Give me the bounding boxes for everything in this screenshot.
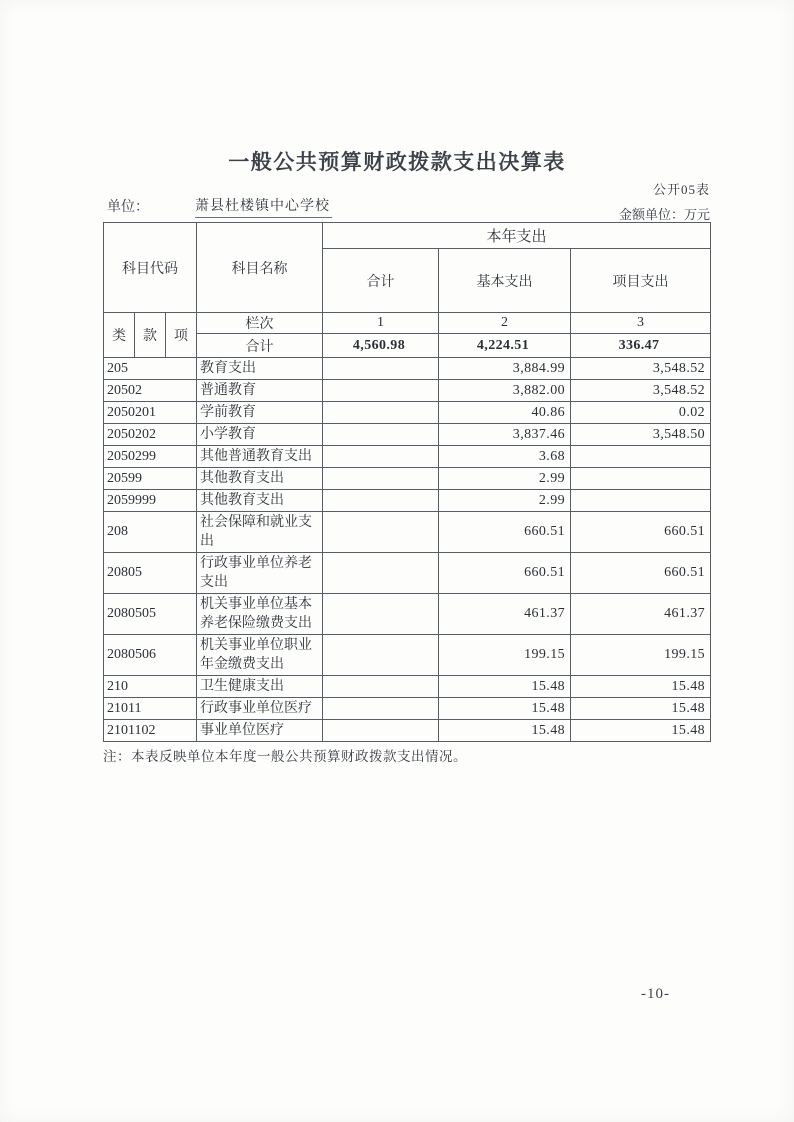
subject-code-cell: 208 [104, 512, 197, 553]
header-col-total: 合计 [323, 249, 439, 313]
project-value-cell [571, 468, 711, 490]
subject-name-cell: 机关事业单位基本养老保险缴费支出 [197, 594, 323, 635]
project-value-cell: 660.51 [571, 512, 711, 553]
table-row [104, 446, 711, 468]
subject-code-cell: 210 [104, 676, 197, 698]
table-row [104, 468, 711, 490]
header-column-index-label: 栏次 [197, 313, 323, 334]
subject-name-cell: 教育支出 [197, 358, 323, 380]
subject-name-cell: 其他教育支出 [197, 468, 323, 490]
totals-project-value: 336.47 [571, 334, 711, 358]
budget-table-container [103, 222, 710, 765]
header-col-no-3: 3 [571, 313, 711, 334]
totals-total-value: 4,560.98 [323, 334, 439, 358]
subject-name-cell: 小学教育 [197, 424, 323, 446]
basic-value-cell: 15.48 [439, 698, 571, 720]
basic-value-cell: 660.51 [439, 512, 571, 553]
total-value-cell [323, 358, 439, 380]
table-row [104, 698, 711, 720]
header-subject-code: 科目代码 [104, 223, 197, 313]
header-sub-section: 款 [135, 313, 166, 358]
project-value-cell: 3,548.52 [571, 358, 711, 380]
project-value-cell: 461.37 [571, 594, 711, 635]
project-value-cell: 660.51 [571, 553, 711, 594]
total-value-cell [323, 720, 439, 742]
header-col-project: 项目支出 [571, 249, 711, 313]
total-value-cell [323, 424, 439, 446]
totals-basic-value: 4,224.51 [439, 334, 571, 358]
subject-code-cell: 2050201 [104, 402, 197, 424]
subject-code-cell: 205 [104, 358, 197, 380]
total-value-cell [323, 512, 439, 553]
table-body [104, 358, 711, 742]
subject-name-cell: 其他普通教育支出 [197, 446, 323, 468]
total-value-cell [323, 635, 439, 676]
table-row [104, 594, 711, 635]
subject-name-cell: 卫生健康支出 [197, 676, 323, 698]
basic-value-cell: 3,882.00 [439, 380, 571, 402]
subject-code-cell: 21011 [104, 698, 197, 720]
basic-value-cell: 15.48 [439, 676, 571, 698]
budget-table [103, 222, 711, 742]
project-value-cell: 15.48 [571, 676, 711, 698]
unit-label: 单位： [107, 200, 149, 215]
subject-code-cell: 2080506 [104, 635, 197, 676]
project-value-cell [571, 446, 711, 468]
header-sub-item: 项 [166, 313, 197, 358]
subject-name-cell: 行政事业单位医疗 [197, 698, 323, 720]
project-value-cell: 3,548.50 [571, 424, 711, 446]
total-value-cell [323, 402, 439, 424]
table-row [104, 490, 711, 512]
header-col-basic: 基本支出 [439, 249, 571, 313]
subject-name-cell: 学前教育 [197, 402, 323, 424]
total-value-cell [323, 468, 439, 490]
unit-name: 萧县杜楼镇中心学校 [195, 195, 332, 218]
project-value-cell: 15.48 [571, 720, 711, 742]
amount-unit-label: 金额单位：万元 [618, 207, 710, 222]
total-value-cell [323, 380, 439, 402]
page-title: 一般公共预算财政拨款支出决算表 [228, 151, 566, 174]
table-row [104, 553, 711, 594]
table-row [104, 380, 711, 402]
basic-value-cell: 3.68 [439, 446, 571, 468]
header-current-year-expenditure: 本年支出 [323, 223, 711, 249]
subject-name-cell: 普通教育 [197, 380, 323, 402]
subject-code-cell: 2050202 [104, 424, 197, 446]
subject-code-cell: 2080505 [104, 594, 197, 635]
project-value-cell [571, 490, 711, 512]
basic-value-cell: 461.37 [439, 594, 571, 635]
project-value-cell: 3,548.52 [571, 380, 711, 402]
footnote: 注：本表反映单位本年度一般公共预算财政拨款支出情况。 [103, 749, 467, 764]
basic-value-cell: 660.51 [439, 553, 571, 594]
basic-value-cell: 199.15 [439, 635, 571, 676]
table-row [104, 402, 711, 424]
header-col-no-2: 2 [439, 313, 571, 334]
project-value-cell: 15.48 [571, 698, 711, 720]
basic-value-cell: 2.99 [439, 468, 571, 490]
subject-name-cell: 社会保障和就业支出 [197, 512, 323, 553]
subject-code-cell: 20502 [104, 380, 197, 402]
header-subject-name: 科目名称 [197, 223, 323, 313]
table-row [104, 424, 711, 446]
basic-value-cell: 15.48 [439, 720, 571, 742]
form-code-label: 公开05表 [652, 182, 710, 197]
basic-value-cell: 2.99 [439, 490, 571, 512]
total-value-cell [323, 490, 439, 512]
total-value-cell [323, 446, 439, 468]
table-row [104, 720, 711, 742]
table-row [104, 512, 711, 553]
totals-row-label: 合计 [197, 334, 323, 358]
page-number: -10- [641, 986, 670, 1002]
subject-name-cell: 机关事业单位职业年金缴费支出 [197, 635, 323, 676]
subject-code-cell: 2059999 [104, 490, 197, 512]
project-value-cell: 199.15 [571, 635, 711, 676]
table-row [104, 358, 711, 380]
total-value-cell [323, 698, 439, 720]
subject-name-cell: 其他教育支出 [197, 490, 323, 512]
total-value-cell [323, 594, 439, 635]
basic-value-cell: 3,837.46 [439, 424, 571, 446]
subject-name-cell: 事业单位医疗 [197, 720, 323, 742]
basic-value-cell: 40.86 [439, 402, 571, 424]
total-value-cell [323, 676, 439, 698]
table-row [104, 676, 711, 698]
header-col-no-1: 1 [323, 313, 439, 334]
total-value-cell [323, 553, 439, 594]
subject-name-cell: 行政事业单位养老支出 [197, 553, 323, 594]
subject-code-cell: 20805 [104, 553, 197, 594]
table-row [104, 635, 711, 676]
header-sub-class: 类 [104, 313, 135, 358]
subject-code-cell: 2101102 [104, 720, 197, 742]
basic-value-cell: 3,884.99 [439, 358, 571, 380]
subject-code-cell: 20599 [104, 468, 197, 490]
subject-code-cell: 2050299 [104, 446, 197, 468]
project-value-cell: 0.02 [571, 402, 711, 424]
